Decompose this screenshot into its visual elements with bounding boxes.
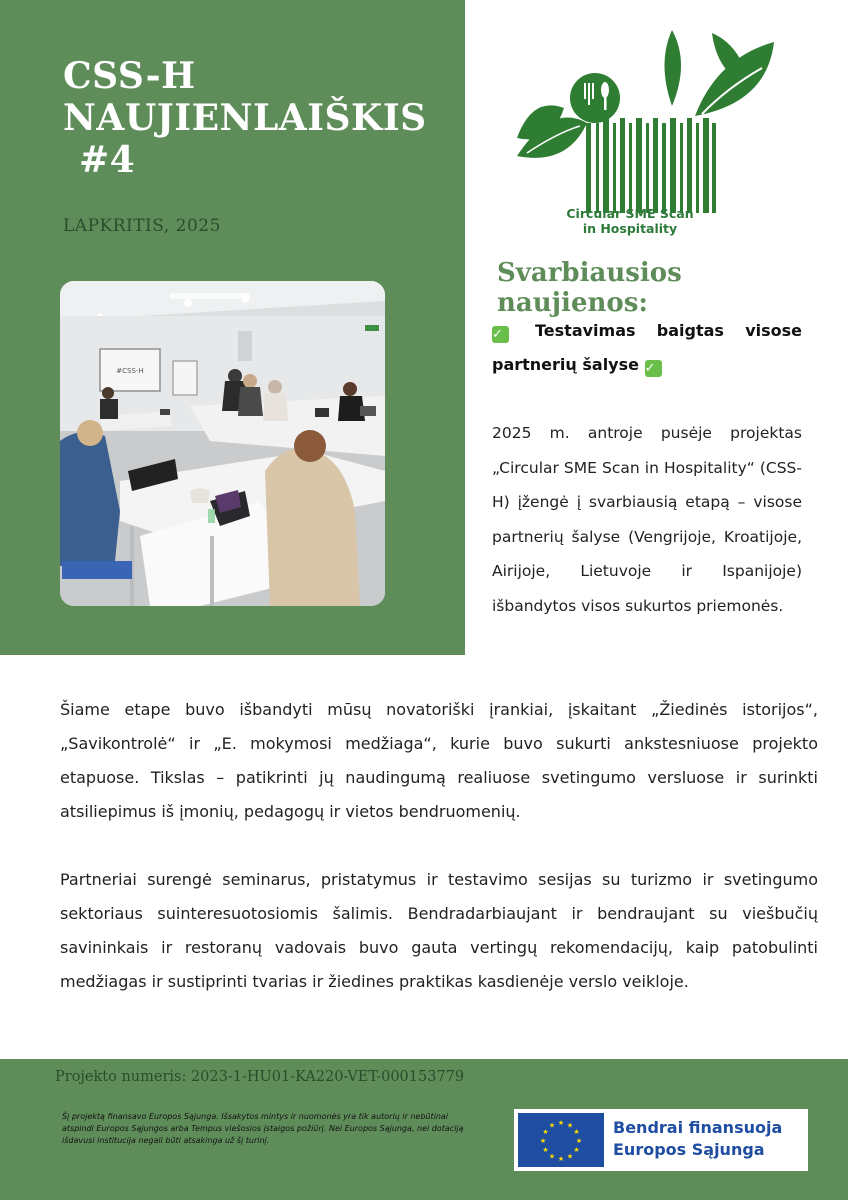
svg-text:★: ★ — [548, 1152, 556, 1161]
svg-text:★: ★ — [557, 1119, 565, 1127]
svg-text:★: ★ — [566, 1121, 574, 1130]
svg-text:★: ★ — [575, 1137, 583, 1145]
eu-flag-icon — [518, 1113, 604, 1167]
svg-text:★: ★ — [573, 1128, 580, 1136]
project-number: Projekto numeris: 2023-1-HU01-KA220-VET-000153779 — [55, 1069, 465, 1085]
check-mark-icon: ✓ — [645, 360, 662, 377]
logo-caption-line-1: Circular SME Scan — [566, 206, 694, 221]
svg-text:★: ★ — [542, 1128, 549, 1136]
eu-line-1: Bendrai finansuoja — [613, 1118, 783, 1137]
eu-cofunded-badge — [514, 1109, 808, 1171]
whiteboard-text: #CSS-H — [116, 367, 144, 375]
headline-part-2: partnerių šalyse — [492, 355, 639, 374]
newsletter-title — [63, 55, 427, 181]
svg-text:★: ★ — [542, 1146, 549, 1154]
svg-text:★: ★ — [566, 1152, 574, 1161]
headline-part-1: Testavimas baigtas visose — [535, 321, 802, 340]
svg-text:★: ★ — [573, 1146, 580, 1154]
title-line-2: NAUJIENLAIŠKIS — [63, 97, 427, 139]
svg-text:★: ★ — [548, 1121, 556, 1130]
news-headline — [492, 314, 802, 382]
check-mark-icon: ✓ — [492, 326, 509, 343]
footer — [0, 1059, 848, 1200]
eu-cofunded-text — [613, 1117, 782, 1161]
eu-line-2: Europos Sąjunga — [613, 1140, 765, 1159]
issue-date: LAPKRITIS, 2025 — [63, 216, 221, 236]
news-intro-paragraph: 2025 m. antroje pusėje projektas „Circular SME Scan in Hospitality“ (CSS-H) įžengė į svarbiausią etapą – visose partnerių šalyse (Vengrijoje, Kroatijoje, Airijoje, Lietuvoje ir Ispanijoje) išbandytos visos sukurtos priemonės. — [492, 424, 802, 615]
svg-text:★: ★ — [557, 1155, 565, 1163]
logo-caption-line-2: in Hospitality — [582, 221, 678, 236]
funding-disclaimer: Šį projektą finansavo Europos Sąjunga. Išsakytos mintys ir nuomonės yra tik autorių ir nebūtinai atspindi Europos Sąjungos arba Tempus viešosios įstaigos požiūrį. Nei Europos Sąjunga, nei dotaciją išdavusi institucija negali būti atsakinga už šį turinį. — [62, 1112, 464, 1145]
body-paragraph-2: Partneriai surengė seminarus, pristatymus ir testavimo sesijas su turizmo ir svetingumo sektoriaus suinteresuotosiomis šalimis. Bendradarbiaujant ir bendraujant su viešbučių savininkais ir restoranų vadovais buvo gauta vertingų rekomendacijų, kaip patobulinti medžiagas ir sustiprinti tvarias ir žiedines praktikas kasdienėje verslo veikloje. — [60, 870, 818, 991]
news-section-title: Svarbiausios naujienos: — [497, 258, 682, 318]
logo-caption — [560, 206, 700, 236]
title-line-1: CSS-H — [63, 55, 196, 97]
svg-text:★: ★ — [539, 1137, 547, 1145]
workshop-photo — [60, 281, 385, 606]
title-line-3: #4 — [79, 139, 136, 181]
body-paragraph-1: Šiame etape buvo išbandyti mūsų novatoriški įrankiai, įskaitant „Žiedinės istorijos“, „Savikontrolė“ ir „E. mokymosi medžiaga“, kurie buvo sukurti ankstesniuose projekto etapuose. Tikslas – patikrinti jų naudingumą realiuose svetingumo versluose ir surinkti atsiliepimus iš įmonių, pedagogų ir vietos bendruomenių. — [60, 700, 818, 821]
